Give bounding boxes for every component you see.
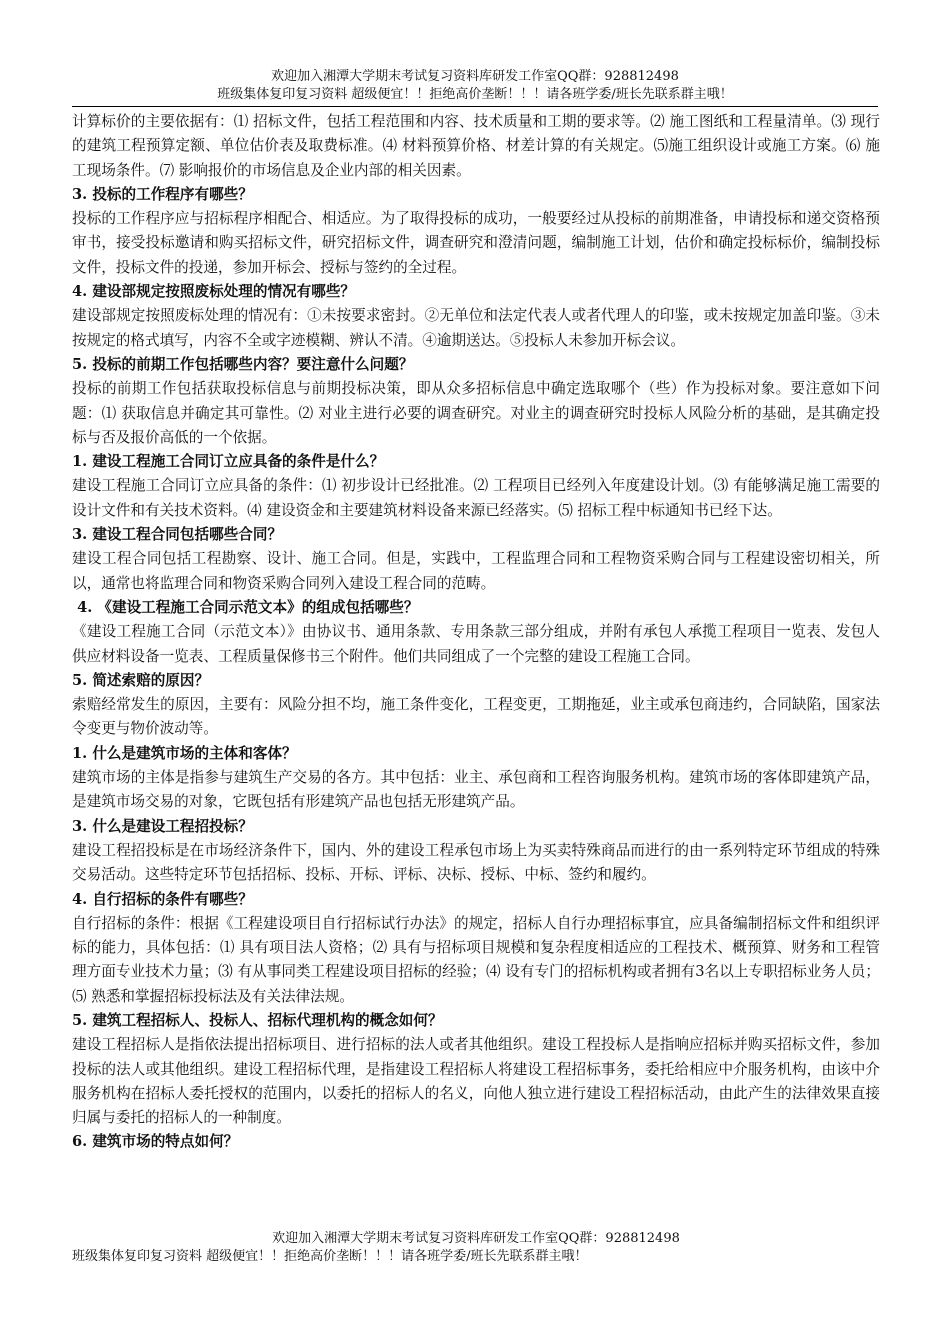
question-heading: 3. 什么是建设工程招投标？ — [72, 817, 253, 835]
paragraph: 索赔经常发生的原因，主要有：风险分担不均，施工条件变化，工程变更，工期拖延，业主或承包商违约，合同缺陷，国家法令变更与物价波动等。 — [72, 696, 880, 738]
page-header — [72, 68, 878, 107]
footer-line-2: 班级集体复印复习资料 超级便宜！！拒绝高价垄断！！！请各班学委/班长先联系群主哦！ — [72, 1249, 588, 1264]
question-heading: 5. 投标的前期工作包括哪些内容？要注意什么问题？ — [72, 355, 414, 373]
question-heading: 3. 投标的工作程序有哪些？ — [72, 185, 253, 203]
page-footer — [72, 1230, 880, 1266]
question-heading: 5. 建筑工程招标人、投标人、招标代理机构的概念如何？ — [72, 1011, 443, 1029]
question-heading: 1. 什么是建筑市场的主体和客体？ — [72, 744, 297, 762]
document-body — [72, 110, 880, 1155]
paragraph: 建设工程施工合同订立应具备的条件：⑴ 初步设计已经批准。⑵ 工程项目已经列入年度建设计划。⑶ 有能够满足施工需要的设计文件和有关技术资料。⑷ 建设资金和主要建筑材料设备来源已经落实。⑸ 招标工程中标通知书已经下达。 — [72, 477, 880, 519]
paragraph: 建筑市场的主体是指参与建筑生产交易的各方。其中包括：业主、承包商和工程咨询服务机构。建筑市场的客体即建筑产品，是建筑市场交易的对象，它既包括有形建筑产品也包括无形建筑产品。 — [72, 769, 880, 811]
question-heading: 6. 建筑市场的特点如何？ — [72, 1133, 239, 1151]
paragraph: 《建设工程施工合同（示范文本）》由协议书、通用条款、专用条款三部分组成，并附有承包人承揽工程项目一览表、发包人供应材料设备一览表、工程质量保修书三个附件。他们共同组成了一个完整的建设工程施工合同。 — [72, 623, 880, 665]
paragraph: 建设工程合同包括工程勘察、设计、施工合同。但是，实践中，工程监理合同和工程物资采购合同与工程建设密切相关，所以，通常也将监理合同和物资采购合同列入建设工程合同的范畴。 — [72, 550, 880, 592]
paragraph: 建设部规定按照废标处理的情况有：①未按要求密封。②无单位和法定代表人或者代理人的印鉴，或未按规定加盖印鉴。③未按规定的格式填写，内容不全或字迹模糊、辨认不清。④逾期送达。⑤投标人未参加开标会议。 — [72, 307, 880, 349]
paragraph: 计算标价的主要依据有：⑴ 招标文件，包括工程范围和内容、技术质量和工期的要求等。⑵ 施工图纸和工程量清单。⑶ 现行的建筑工程预算定额、单位估价表及取费标准。⑷ 材料预算价格、材差计算的有关规定。⑸施工组织设计或施工方案。⑹ 施工现场条件。⑺ 影响报价的市场信息及企业内部的相关因素。 — [72, 113, 880, 179]
header-line-1: 欢迎加入湘潭大学期末考试复习资料库研发工作室QQ群：928812498 — [271, 69, 679, 84]
paragraph: 自行招标的条件：根据《工程建设项目自行招标试行办法》的规定，招标人自行办理招标事宜，应具备编制招标文件和组织评标的能力，具体包括：⑴ 具有项目法人资格；⑵ 具有与招标项目规模和复杂程度相适应的工程技术、概预算、财务和工程管理方面专业技术力量；⑶ 有从事同类工程建设项目招标的经验；⑷ 设有专门的招标机构或者拥有3名以上专职招标业务人员；⑸ 熟悉和掌握招标投标法及有关法律法规。 — [72, 914, 880, 1005]
question-heading: 4. 建设部规定按照废标处理的情况有哪些？ — [72, 283, 356, 301]
header-line-2: 班级集体复印复习资料 超级便宜！！拒绝高价垄断！！！请各班学委/班长先联系群主哦！ — [217, 87, 733, 102]
question-heading: 4. 《建设工程施工合同示范文本》的组成包括哪些？ — [72, 598, 419, 616]
question-heading: 1. 建设工程施工合同订立应具备的条件是什么？ — [72, 453, 385, 471]
question-heading: 3. 建设工程合同包括哪些合同？ — [72, 526, 283, 544]
paragraph: 投标的工作程序应与招标程序相配合、相适应。为了取得投标的成功，一般要经过从投标的前期准备，申请投标和递交资格预审书，接受投标邀请和购买招标文件，研究招标文件，调查研究和澄清问题，编制施工计划，估价和确定投标标价，编制投标文件，投标文件的投递，参加开标会、授标与签约的全过程。 — [72, 210, 880, 276]
question-heading: 4. 自行招标的条件有哪些？ — [72, 890, 253, 908]
footer-line-1: 欢迎加入湘潭大学期末考试复习资料库研发工作室QQ群：928812498 — [272, 1231, 680, 1246]
paragraph: 投标的前期工作包括获取投标信息与前期投标决策，即从众多招标信息中确定选取哪个（些）作为投标对象。要注意如下问题：⑴ 获取信息并确定其可靠性。⑵ 对业主进行必要的调查研究。对业主的调查研究时投标人风险分析的基础，是其确定投标与否及报价高低的一个依据。 — [72, 380, 880, 446]
paragraph: 建设工程招标人是指依法提出招标项目、进行招标的法人或者其他组织。建设工程投标人是指响应招标并购买招标文件，参加投标的法人或其他组织。建设工程招标代理，是指建设工程招标人将建设工程招标事务，委托给相应中介服务机构，由该中介服务机构在招标人委托授权的范围内，以委托的招标人的名义，向他人独立进行建设工程招标活动，由此产生的法律效果直接归属与委托的招标人的一种制度。 — [72, 1036, 880, 1127]
question-heading: 5. 简述索赔的原因？ — [72, 671, 210, 689]
paragraph: 建设工程招投标是在市场经济条件下，国内、外的建设工程承包市场上为买卖特殊商品而进行的由一系列特定环节组成的特殊交易活动。这些特定环节包括招标、投标、开标、评标、决标、授标、中标、签约和履约。 — [72, 841, 880, 884]
